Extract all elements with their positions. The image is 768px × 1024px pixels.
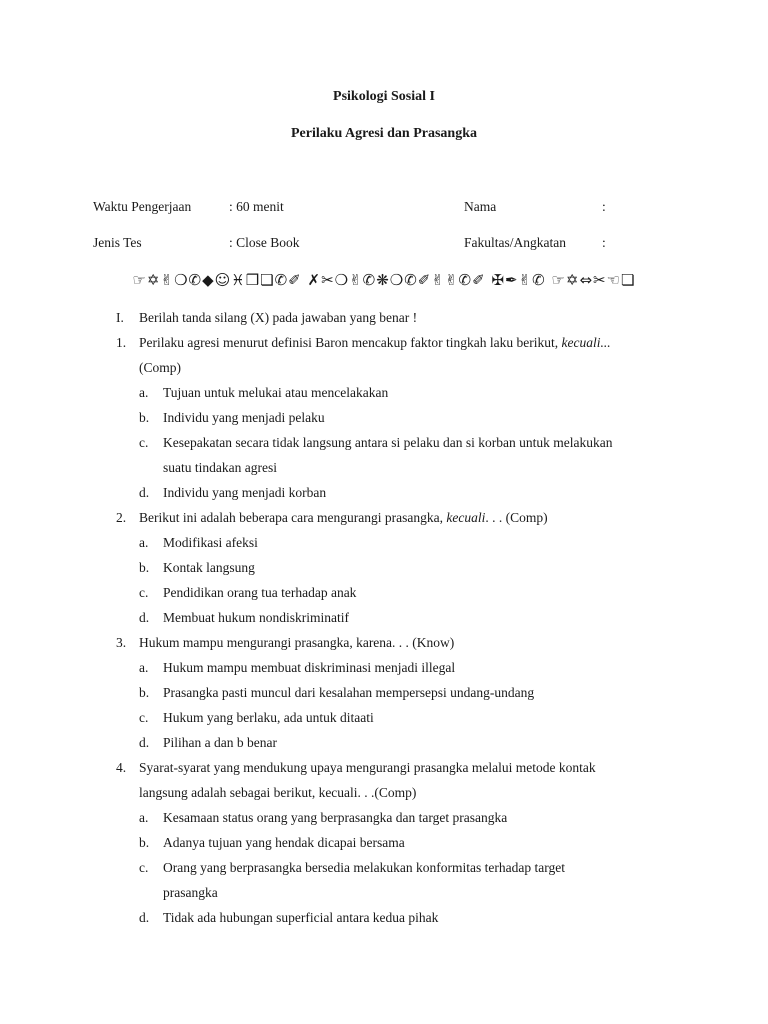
question-4-text: Syarat-syarat yang mendukung upaya mengurangi prasangka melalui metode kontak <box>139 760 596 775</box>
section-instruction: Berilah tanda silang (X) pada jawaban yang benar ! <box>139 310 418 325</box>
option-text: Modifikasi afeksi <box>163 535 258 550</box>
option-text: Adanya tujuan yang hendak dicapai bersama <box>163 835 405 850</box>
jenis-label: Jenis Tes <box>93 235 142 250</box>
option-text: Kesamaan status orang yang berprasangka dan target prasangka <box>163 810 508 825</box>
nama-colon: : <box>602 199 606 214</box>
option-letter: a. <box>139 810 149 825</box>
option-text: Orang yang berprasangka bersedia melakukan konformitas terhadap target <box>163 860 565 875</box>
option-letter: c. <box>139 585 149 600</box>
option-text: Pilihan a dan b benar <box>163 735 277 750</box>
question-4-number: 4. <box>116 760 127 775</box>
option-letter: d. <box>139 910 150 925</box>
question-3-text: Hukum mampu mengurangi prasangka, karena. . . (Know) <box>139 635 455 650</box>
option-letter: b. <box>139 560 150 575</box>
option-letter: b. <box>139 685 150 700</box>
option-text: Tujuan untuk melukai atau mencelakakan <box>163 385 389 400</box>
option-letter: a. <box>139 535 149 550</box>
option-letter: b. <box>139 410 150 425</box>
option-text: Pendidikan orang tua terhadap anak <box>163 585 357 600</box>
option-text: Kontak langsung <box>163 560 255 575</box>
course-title: Psikologi Sosial I <box>333 89 435 104</box>
option-letter: c. <box>139 710 149 725</box>
question-3-number: 3. <box>116 635 127 650</box>
question-2-number: 2. <box>116 510 127 525</box>
option-text: Individu yang menjadi pelaku <box>163 410 325 425</box>
symbol-font-line: ☞✡✌❍✆◆☺♓❒❏✆✐ ✗✂❍✌✆❋❍✆✐✌✌✆✐ ✠✒✌✆ ☞✡⇔✂☜❏ <box>132 271 636 289</box>
jenis-value: : Close Book <box>229 235 300 250</box>
option-text: Tidak ada hubungan superficial antara kedua pihak <box>163 910 439 925</box>
question-1-cognitive-level: (Comp) <box>139 360 181 375</box>
option-text-continued: prasangka <box>163 885 218 900</box>
option-text: Membuat hukum nondiskriminatif <box>163 610 349 625</box>
option-text: Hukum mampu membuat diskriminasi menjadi illegal <box>163 660 456 675</box>
option-letter: d. <box>139 485 150 500</box>
waktu-label: Waktu Pengerjaan <box>93 199 192 214</box>
option-text: Individu yang menjadi korban <box>163 485 327 500</box>
fakultas-colon: : <box>602 235 606 250</box>
section-number: I. <box>116 310 124 325</box>
nama-label: Nama <box>464 199 497 214</box>
question-2-text: Berikut ini adalah beberapa cara mengurangi prasangka, kecuali. . . (Comp) <box>139 510 548 525</box>
topic-title: Perilaku Agresi dan Prasangka <box>290 126 478 141</box>
fakultas-label: Fakultas/Angkatan <box>464 235 566 250</box>
question-2-emphasis: kecuali <box>446 510 486 525</box>
option-letter: b. <box>139 835 150 850</box>
option-text: Kesepakatan secara tidak langsung antara si pelaku dan si korban untuk melakukan <box>163 435 613 450</box>
option-letter: d. <box>139 610 150 625</box>
option-letter: c. <box>139 435 149 450</box>
question-1-emphasis: kecuali... <box>561 335 611 350</box>
option-letter: a. <box>139 385 149 400</box>
option-letter: d. <box>139 735 150 750</box>
question-1-text: Perilaku agresi menurut definisi Baron mencakup faktor tingkah laku berikut, kecuali... <box>139 335 611 350</box>
waktu-value: : 60 menit <box>229 199 284 214</box>
option-text: Hukum yang berlaku, ada untuk ditaati <box>163 710 374 725</box>
question-4-text-continued: langsung adalah sebagai berikut, kecuali. . .(Comp) <box>139 785 417 800</box>
option-text-continued: suatu tindakan agresi <box>163 460 277 475</box>
option-text: Prasangka pasti muncul dari kesalahan mempersepsi undang-undang <box>163 685 535 700</box>
option-letter: a. <box>139 660 149 675</box>
question-1-number: 1. <box>116 335 127 350</box>
option-letter: c. <box>139 860 149 875</box>
